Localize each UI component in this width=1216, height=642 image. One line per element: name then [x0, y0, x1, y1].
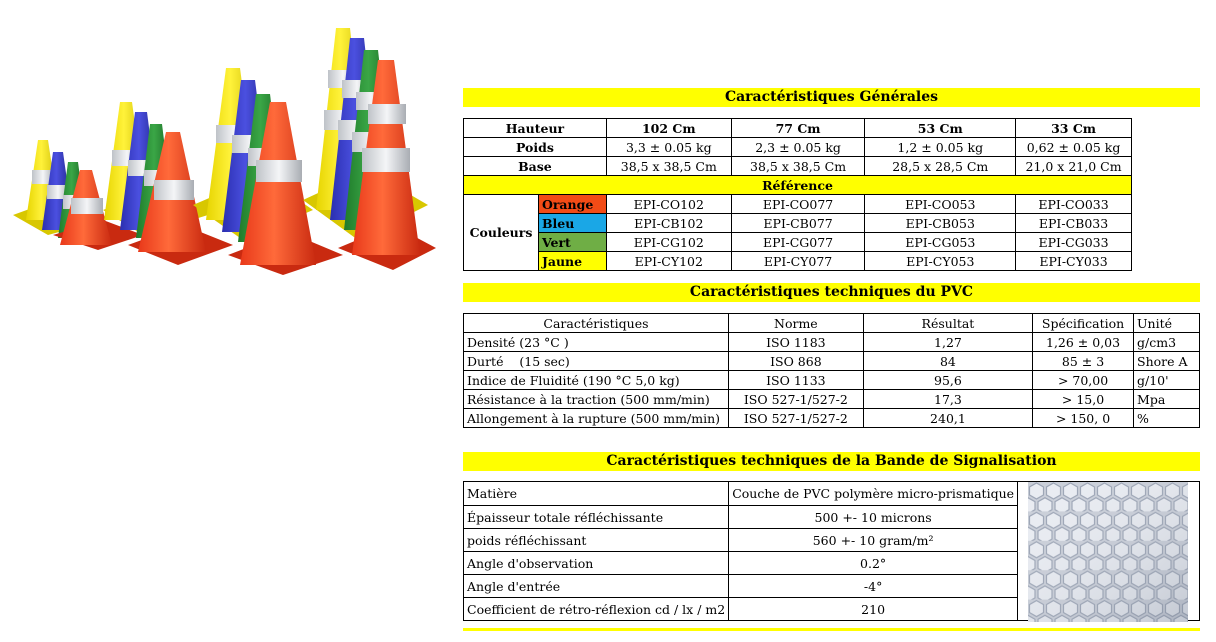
cell: > 70,00: [1033, 371, 1134, 390]
cell: 240,1: [863, 409, 1032, 428]
color-bleu: Bleu: [538, 214, 606, 233]
cell: 95,6: [863, 371, 1032, 390]
row-label: Hauteur: [464, 119, 607, 138]
height-102: 102 Cm: [606, 119, 731, 138]
table-row: [464, 352, 1200, 371]
ref-cell: EPI-CY033: [1016, 252, 1132, 271]
table-row: [464, 233, 1132, 252]
general-title: Caractéristiques Générales: [724, 89, 939, 105]
cell: g/cm3: [1134, 333, 1200, 352]
table-row: [464, 119, 1132, 138]
ref-cell: EPI-CO053: [865, 195, 1016, 214]
cell: 0,62 ± 0.05 kg: [1016, 138, 1132, 157]
cell: 17,3: [863, 390, 1032, 409]
cell: 500 +- 10 microns: [729, 506, 1018, 529]
column-header: Caractéristiques: [464, 314, 729, 333]
row-label: Poids: [464, 138, 607, 157]
cell: 3,3 ± 0.05 kg: [606, 138, 731, 157]
cell: Angle d'entrée: [464, 575, 729, 598]
color-jaune: Jaune: [538, 252, 606, 271]
reference-row: [464, 176, 1132, 195]
table-row: [464, 157, 1132, 176]
cell: Allongement à la rupture (500 mm/min): [464, 409, 729, 428]
height-53: 53 Cm: [865, 119, 1016, 138]
pvc-title-band: [463, 283, 1200, 302]
color-vert: Vert: [538, 233, 606, 252]
ref-cell: EPI-CG033: [1016, 233, 1132, 252]
cell: Épaisseur totale réfléchissante: [464, 506, 729, 529]
column-header: Norme: [728, 314, 863, 333]
cell: 1,27: [863, 333, 1032, 352]
pvc-title: Caractéristiques techniques du PVC: [689, 284, 974, 300]
height-33: 33 Cm: [1016, 119, 1132, 138]
table-header-row: [464, 314, 1200, 333]
bande-title: Caractéristiques techniques de la Bande de Signalisation: [606, 453, 1057, 469]
cell: 85 ± 3: [1033, 352, 1134, 371]
cell: Shore A: [1134, 352, 1200, 371]
cell: 1,2 ± 0.05 kg: [865, 138, 1016, 157]
bottom-yellow-strip: [463, 628, 1200, 631]
cell: Résistance à la traction (500 mm/min): [464, 390, 729, 409]
ref-cell: EPI-CB033: [1016, 214, 1132, 233]
cell: 21,0 x 21,0 Cm: [1016, 157, 1132, 176]
cell: > 150, 0: [1033, 409, 1134, 428]
cell: Densité (23 °C ): [464, 333, 729, 352]
ref-cell: EPI-CG102: [606, 233, 731, 252]
ref-cell: EPI-CY053: [865, 252, 1016, 271]
cell: -4°: [729, 575, 1018, 598]
table-row: [464, 252, 1132, 271]
cell: 38,5 x 38,5 Cm: [606, 157, 731, 176]
table-row: [464, 371, 1200, 390]
cell: > 15,0: [1033, 390, 1134, 409]
ref-cell: EPI-CY077: [731, 252, 865, 271]
ref-cell: EPI-CG053: [865, 233, 1016, 252]
reference-title: Référence: [464, 176, 1132, 195]
reflective-honeycomb-image: [1028, 482, 1188, 622]
cell: ISO 527-1/527-2: [728, 409, 863, 428]
table-row: [464, 214, 1132, 233]
ref-cell: EPI-CB077: [731, 214, 865, 233]
cell: Mpa: [1134, 390, 1200, 409]
pvc-table: [463, 313, 1200, 428]
ref-cell: EPI-CB102: [606, 214, 731, 233]
ref-cell: EPI-CO033: [1016, 195, 1132, 214]
row-label: Base: [464, 157, 607, 176]
ref-cell: EPI-CY102: [606, 252, 731, 271]
table-row: [464, 333, 1200, 352]
cell: 1,26 ± 0,03: [1033, 333, 1134, 352]
ref-cell: EPI-CB053: [865, 214, 1016, 233]
column-header: Résultat: [863, 314, 1032, 333]
height-77: 77 Cm: [731, 119, 865, 138]
general-title-band: [463, 88, 1200, 107]
cell: ISO 1133: [728, 371, 863, 390]
cell: 38,5 x 38,5 Cm: [731, 157, 865, 176]
table-row: [464, 390, 1200, 409]
cell: 210: [729, 598, 1018, 621]
general-table: [463, 118, 1132, 271]
ref-cell: EPI-CO077: [731, 195, 865, 214]
bande-title-band: [463, 452, 1200, 471]
cell: Coefficient de rétro-réflexion cd / lx / m2: [464, 598, 729, 621]
color-orange: Orange: [538, 195, 606, 214]
table-row: [464, 138, 1132, 157]
cell: ISO 1183: [728, 333, 863, 352]
ref-cell: EPI-CG077: [731, 233, 865, 252]
traffic-cones-image: [8, 20, 438, 275]
cell: Indice de Fluidité (190 °C 5,0 kg): [464, 371, 729, 390]
cell: ISO 527-1/527-2: [728, 390, 863, 409]
cell: Angle d'observation: [464, 552, 729, 575]
cell: %: [1134, 409, 1200, 428]
cell: Durté (15 sec): [464, 352, 729, 371]
cell: 2,3 ± 0.05 kg: [731, 138, 865, 157]
couleurs-label: Couleurs: [464, 195, 539, 271]
cell: ISO 868: [728, 352, 863, 371]
cell: 0.2°: [729, 552, 1018, 575]
cell: g/10': [1134, 371, 1200, 390]
table-row: [464, 195, 1132, 214]
cell: Couche de PVC polymère micro-prismatique: [729, 482, 1018, 506]
cell: 28,5 x 28,5 Cm: [865, 157, 1016, 176]
column-header: Spécification: [1033, 314, 1134, 333]
column-header: Unité: [1134, 314, 1200, 333]
table-row: [464, 409, 1200, 428]
cell: poids réfléchissant: [464, 529, 729, 552]
ref-cell: EPI-CO102: [606, 195, 731, 214]
cell: Matière: [464, 482, 729, 506]
cell: 560 +- 10 gram/m²: [729, 529, 1018, 552]
cell: 84: [863, 352, 1032, 371]
